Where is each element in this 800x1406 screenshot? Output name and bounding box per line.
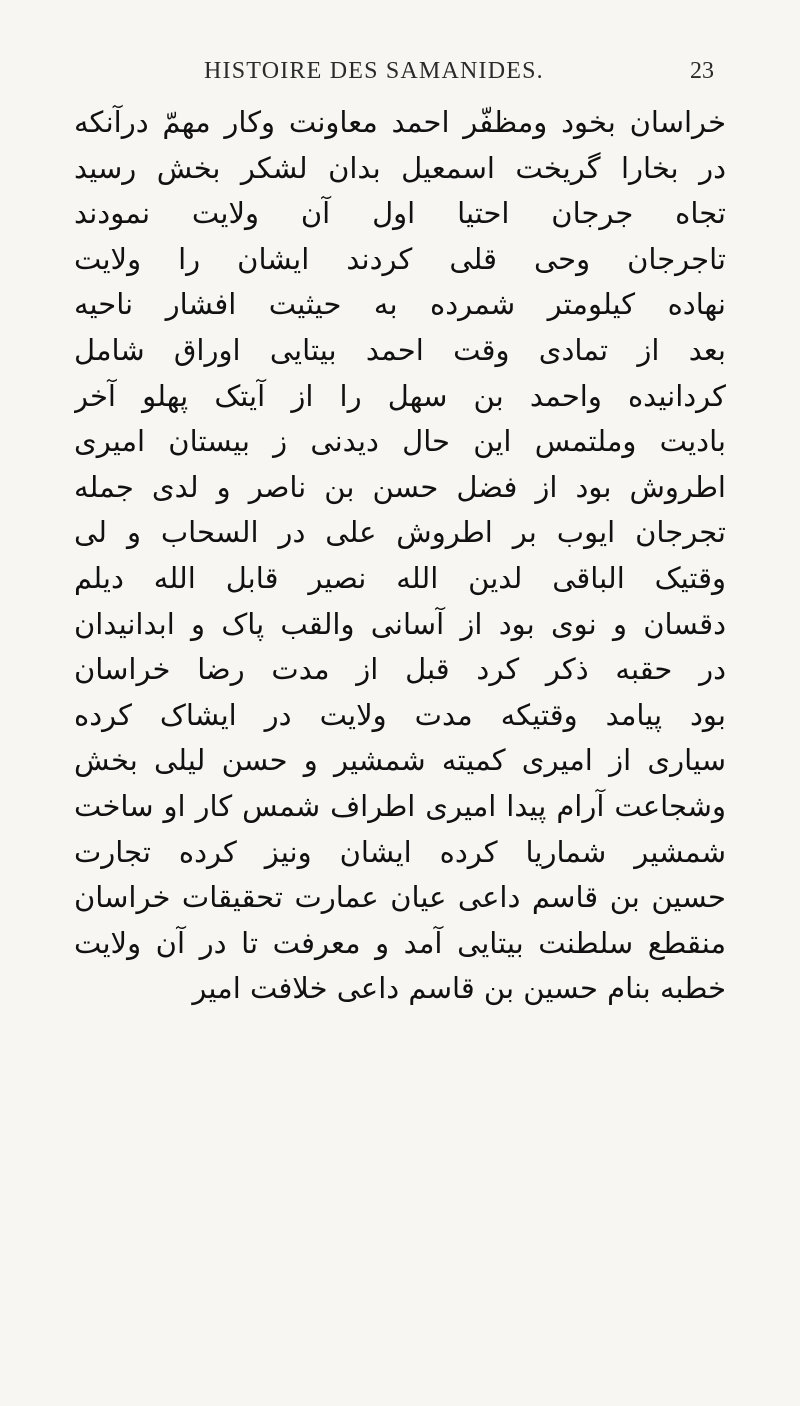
text-line: در حقبه ذکر کرد قبل از مدت رضا خراسان: [74, 652, 726, 687]
text-line: سیاری از امیری کمیته شمشیر و حسن لیلی بخش: [74, 743, 726, 778]
text-line: در بخارا گریخت اسمعیل بدان لشکر بخش رسید: [74, 150, 726, 185]
text-line: نهاده کیلومتر شمرده به حیثیت افشار ناحیه: [74, 287, 726, 322]
text-line: تجاه جرجان احتیا اول آن ولايت نمودند: [74, 196, 726, 231]
text-line: بادیت وملتمس این حال دیدنی ز بیستان امیری: [74, 424, 726, 459]
text-line: شمشیر شماریا کرده ایشان ونیز کرده تجارت: [74, 834, 726, 869]
text-line: تجرجان ایوب بر اطروش علی در السحاب و لی: [74, 515, 726, 550]
text-line: خراسان بخود ومظفّر احمد معاونت وکار مهمّ درآنکه: [74, 105, 726, 139]
page-header: [86, 58, 714, 98]
text-line: وشجاعت آرام پیدا امیری اطراف شمس کار او ساخت: [74, 788, 726, 823]
running-title: HISTOIRE DES SAMANIDES.: [204, 58, 544, 84]
text-line: تاجرجان وحی قلی کردند ایشان را ولايت: [74, 241, 726, 276]
arabic-script-body: [74, 100, 726, 1012]
text-line: بود پیامد وقتیکه مدت ولایت در ایشاک کرده: [74, 697, 726, 732]
text-line: وقتیک الباقی لدین الله نصیر قابل الله دیلم: [74, 560, 726, 595]
text-line: اطروش بود از فضل حسن بن ناصر و لدی جمله: [74, 469, 726, 504]
text-line: دقسان و نوی بود از آسانی والقب پاک و ابدانیدان: [74, 606, 726, 641]
text-line: بعد از تمادی وقت احمد بیتایی اوراق شامل: [74, 332, 726, 367]
text-line: خطبه بنام حسین بن قاسم داعی خلافت امیر: [192, 971, 726, 1006]
page-number: 23: [690, 58, 714, 84]
text-line: کردانیده واحمد بن سهل را از آیتک پهلو آخر: [74, 378, 726, 413]
text-line: حسین بن قاسم داعی عیان عمارت تحقیقات خراسان: [74, 880, 726, 915]
text-line: منقطع سلطنت بیتایی آمد و معرفت تا در آن ولايت: [74, 925, 726, 960]
